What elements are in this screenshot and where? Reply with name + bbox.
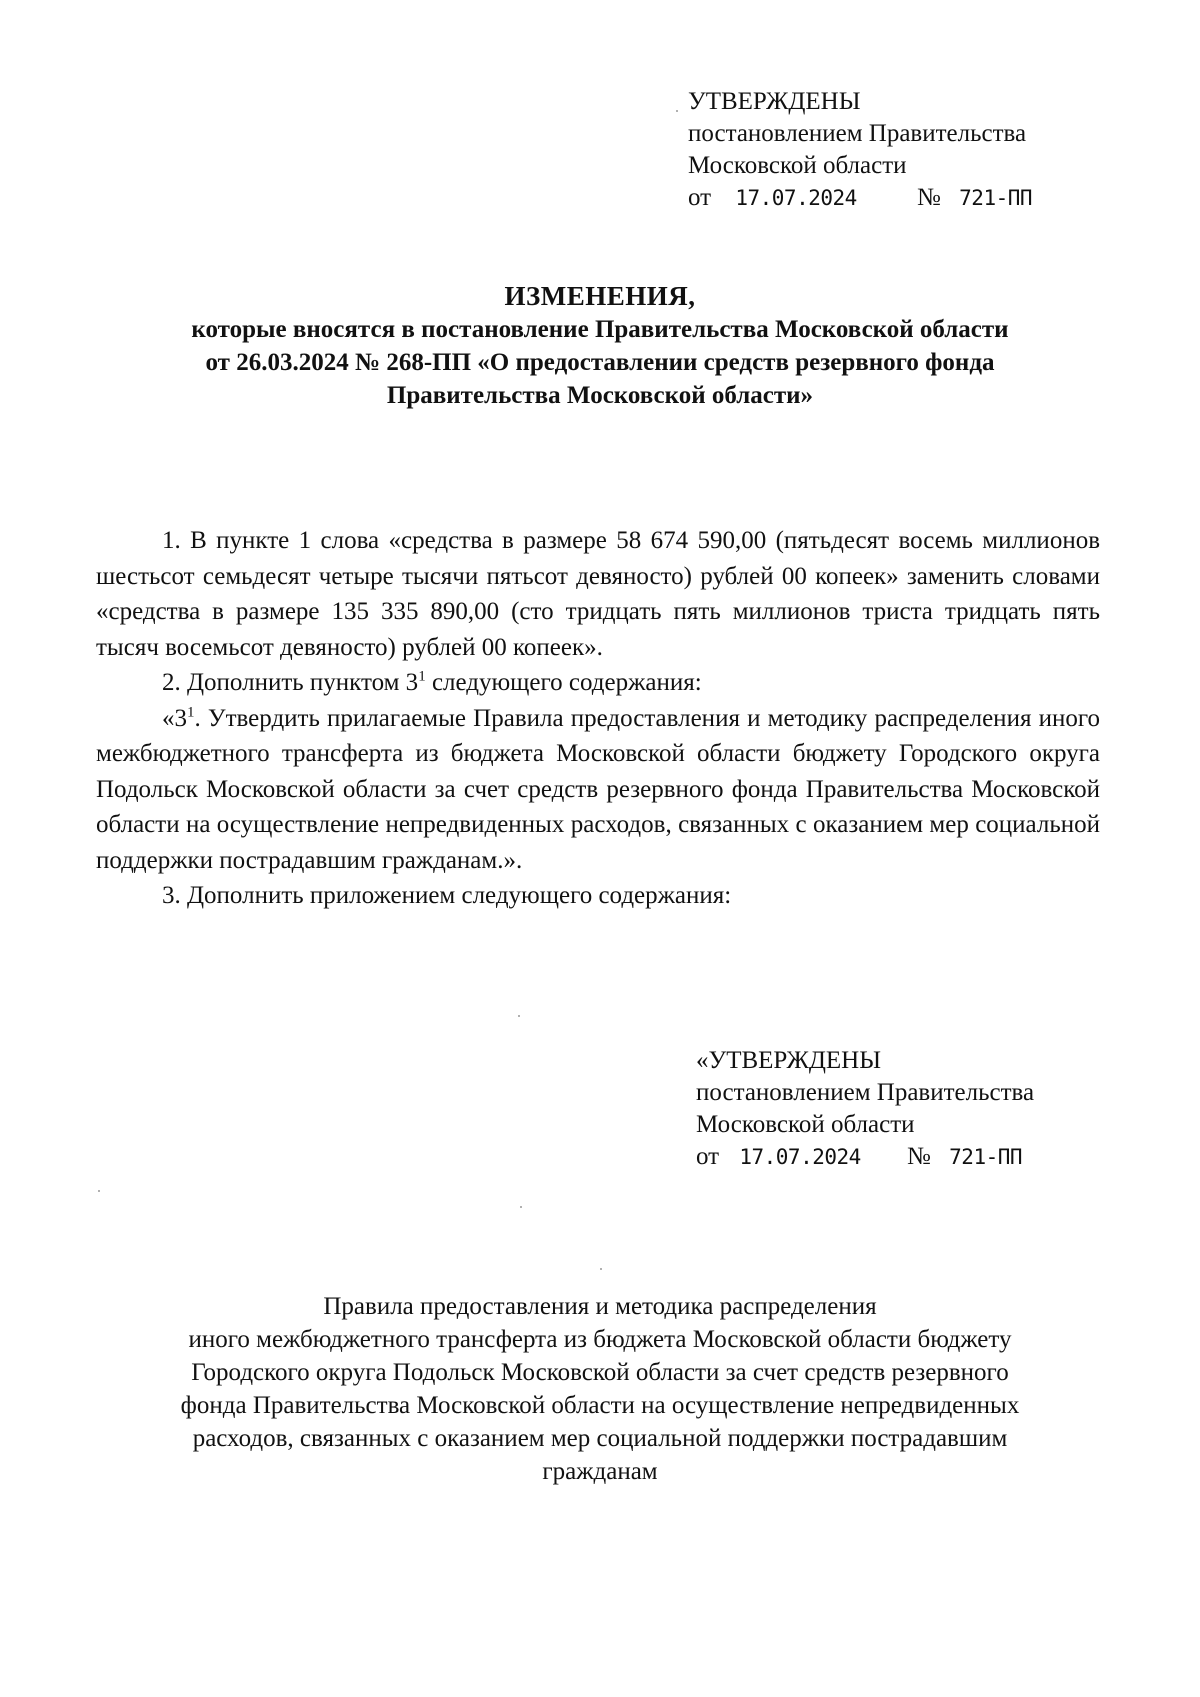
approval-number: 721-ПП xyxy=(959,186,1033,210)
approval-date: 17.07.2024 xyxy=(735,186,857,210)
scan-speck xyxy=(520,1206,522,1208)
heading-line: Правительства Московской области» xyxy=(386,382,814,409)
paragraph-3 xyxy=(96,701,1100,879)
approval-line-region: Московской области xyxy=(696,1111,915,1138)
scan-speck xyxy=(518,1015,520,1017)
rules-title-line: иного межбюджетного трансферта из бюджета Московской области бюджету xyxy=(188,1326,1012,1353)
paragraph-2-text-end: следующего содержания: xyxy=(425,669,702,696)
scan-speck xyxy=(98,1190,100,1192)
approval-title: «УТВЕРЖДЕНЫ xyxy=(696,1047,882,1074)
document-body xyxy=(96,523,1100,914)
approval-block-appendix xyxy=(696,1045,1034,1173)
rules-title-line: фонда Правительства Московской области на осуществление непредвиденных xyxy=(180,1392,1020,1419)
number-label: № xyxy=(907,1143,931,1170)
paragraph-3-text-end: . Утвердить прилагаемые Правила предоставления и методику распределения иного межбюджетного трансферта из бюджета Московской области бюджету Городского округа Подольск Московской области за счет средств резервного фонда Правительства Московской области на осуществление непредвиденных расходов, связанных с оказанием мер социальной поддержки пострадавшим гражданам.». xyxy=(96,704,1100,874)
scan-speck xyxy=(676,110,678,112)
superscript: 1 xyxy=(187,704,195,721)
number-label: № xyxy=(917,184,941,211)
paragraph-2-text: 2. Дополнить пунктом 3 xyxy=(162,669,419,696)
heading-line: которые вносятся в постановление Правительства Московской области xyxy=(191,316,1009,343)
from-label: от xyxy=(688,184,712,211)
rules-title-line: Городского округа Подольск Московской области за счет средств резервного xyxy=(191,1359,1009,1386)
heading-title: ИЗМЕНЕНИЯ, xyxy=(504,281,696,311)
approval-date-line xyxy=(696,1141,1034,1173)
approval-date-line xyxy=(688,182,1032,214)
heading-line: от 26.03.2024 № 268-ПП «О предоставлении средств резервного фонда xyxy=(205,349,995,376)
paragraph-3-text: «3 xyxy=(162,704,187,732)
rules-title-line: гражданам xyxy=(542,1458,658,1485)
approval-date: 17.07.2024 xyxy=(739,1145,861,1169)
approval-line-resolution: постановлением Правительства xyxy=(696,1079,1035,1106)
from-label: от xyxy=(696,1143,720,1170)
rules-title-line: расходов, связанных с оказанием мер социальной поддержки пострадавшим xyxy=(192,1425,1008,1452)
paragraph-4: 3. Дополнить приложением следующего содержания: xyxy=(162,882,732,909)
scan-speck xyxy=(600,1268,602,1270)
document-heading xyxy=(100,280,1100,412)
approval-number: 721-ПП xyxy=(949,1145,1023,1169)
rules-title xyxy=(100,1290,1100,1488)
paragraph-1: 1. В пункте 1 слова «средства в размере 58 674 590,00 (пятьдесят восемь миллионов шестьсот семьдесят четыре тысячи пятьсот девяносто) рублей 00 копеек» заменить словами «средства в размере 135 335 890,00 (сто тридцать пять миллионов триста тридцать пять тысяч восемьсот девяносто) рублей 00 копеек». xyxy=(96,527,1100,661)
paragraph-2 xyxy=(96,665,1100,701)
rules-title-line: Правила предоставления и методика распределения xyxy=(323,1293,877,1320)
approval-block-top xyxy=(688,86,1032,214)
approval-line-region: Московской области xyxy=(688,152,907,179)
approval-title: УТВЕРЖДЕНЫ xyxy=(688,88,861,115)
approval-line-resolution: постановлением Правительства xyxy=(688,120,1027,147)
superscript: 1 xyxy=(418,668,426,685)
